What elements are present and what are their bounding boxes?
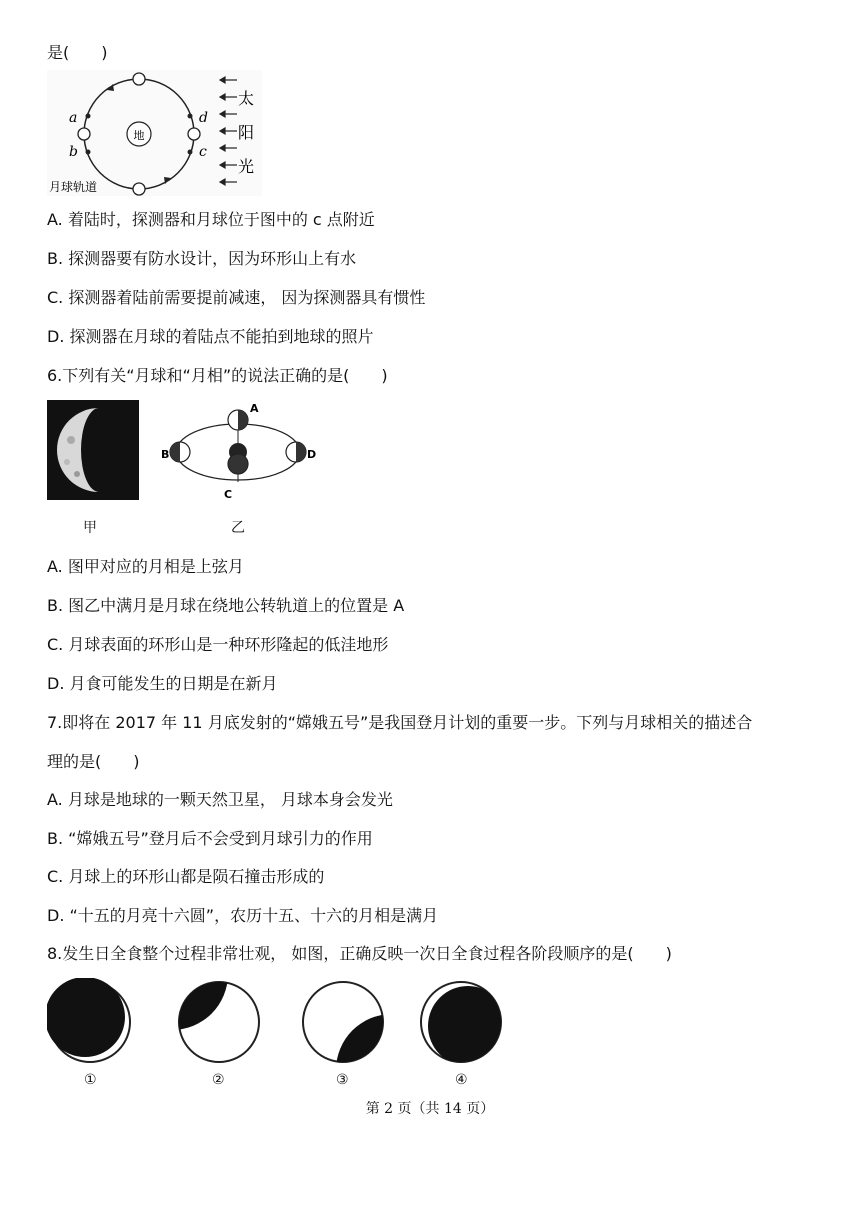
q5-option-d: D. 探测器在月球的着陆点不能拍到地球的照片 [47, 327, 374, 346]
sun-label-1: 太 [238, 89, 255, 108]
eclipse-label-4: ④ [455, 1072, 468, 1088]
q7-option-a: A. 月球是地球的一颗天然卫星， 月球本身会发光 [47, 790, 393, 809]
moon-position-b [170, 442, 190, 462]
eclipse-stage-1 [47, 978, 133, 1066]
eclipse-stage-3 [300, 978, 386, 1066]
point-b [86, 150, 91, 155]
sun-label-2: 阳 [238, 123, 255, 142]
moon-top [133, 73, 145, 85]
q6-option-b: B. 图乙中满月是月球在绕地公转轨道上的位置是 A [47, 596, 405, 615]
label-c: c [199, 144, 207, 160]
q8-stem: 8.发生日全食整个过程非常壮观， 如图，正确反映一次日全食过程各阶段顺序的是( ) [47, 944, 672, 963]
q5-option-c: C. 探测器着陆前需要提前减速， 因为探测器具有惯性 [47, 288, 426, 307]
point-c [188, 150, 193, 155]
moon-orbit-figure [47, 70, 262, 196]
moon-position-a [228, 410, 248, 430]
q7-option-b: B. “嫦娥五号”登月后不会受到月球引力的作用 [47, 829, 373, 848]
q7-stem-line1: 7.即将在 2017 年 11 月底发射的“嫦娥五号”是我国登月计划的重要一步。下列与月球相关的描述合 [47, 713, 753, 732]
q7-option-d: D. “十五的月亮十六圆”，农历十五、十六的月相是满月 [47, 906, 439, 925]
eclipse-stage-4 [418, 978, 504, 1066]
q5-option-b: B. 探测器要有防水设计，因为环形山上有水 [47, 249, 357, 268]
figure-jia-caption: 甲 [83, 520, 97, 536]
label-A: A [250, 402, 259, 415]
moon-phase-photo [47, 400, 139, 500]
moon-position-d [286, 442, 306, 462]
eclipse-stage-2 [176, 978, 262, 1066]
label-B: B [161, 448, 170, 461]
figure-yi-caption: 乙 [231, 520, 245, 536]
moon-right [188, 128, 200, 140]
label-C: C [224, 488, 233, 501]
eclipse-label-3: ③ [336, 1072, 349, 1088]
q5-option-a: A. 着陆时，探测器和月球位于图中的 c 点附近 [47, 210, 375, 229]
q7-stem-line2: 理的是( ) [47, 752, 140, 771]
q6-option-d: D. 月食可能发生的日期是在新月 [47, 674, 278, 693]
sun-label-3: 光 [238, 157, 255, 176]
moon-bottom [133, 183, 145, 195]
moon-left [78, 128, 90, 140]
orbit-label: 月球轨道 [49, 180, 98, 194]
moon-position-c [228, 454, 248, 474]
eclipse-label-2: ② [212, 1072, 225, 1088]
label-b: b [69, 144, 78, 160]
page-footer: 第 2 页（共 14 页） [365, 1101, 495, 1117]
q5-stem-tail: 是( ) [47, 43, 108, 62]
point-a [86, 114, 91, 119]
eclipse-label-1: ① [84, 1072, 97, 1088]
q6-option-a: A. 图甲对应的月相是上弦月 [47, 557, 244, 576]
point-d [188, 114, 193, 119]
q6-stem: 6.下列有关“月球和“月相”的说法正确的是( ) [47, 366, 388, 385]
q6-option-c: C. 月球表面的环形山是一种环形隆起的低洼地形 [47, 635, 389, 654]
label-a: a [69, 110, 78, 126]
label-d: d [199, 110, 208, 126]
label-D: D [307, 448, 317, 461]
earth-label: 地 [133, 129, 145, 142]
moon-orbit-phases-figure [158, 398, 318, 506]
q7-option-c: C. 月球上的环形山都是陨石撞击形成的 [47, 867, 325, 886]
